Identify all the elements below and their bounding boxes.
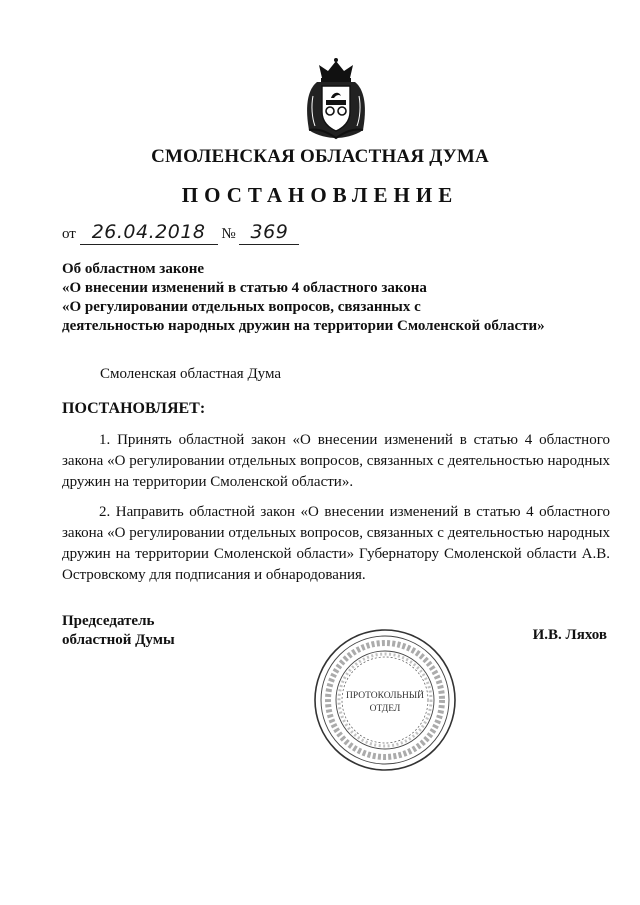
signer-position-line: областной Думы bbox=[62, 632, 175, 648]
official-seal-stamp bbox=[312, 627, 458, 773]
resolves-heading: ПОСТАНОВЛЯЕТ: bbox=[62, 400, 206, 417]
title-line: «О внесении изменений в статью 4 областного закона bbox=[62, 280, 427, 296]
title-line: Об областном законе bbox=[62, 261, 205, 277]
issuing-body-name: СМОЛЕНСКАЯ ОБЛАСТНАЯ ДУМА bbox=[151, 146, 489, 167]
signer-position-line: Председатель bbox=[62, 613, 155, 629]
title-line: «О регулировании отдельных вопросов, связанных с bbox=[62, 299, 421, 315]
seal-center-line: ПРОТОКОЛЬНЫЙ bbox=[345, 691, 425, 701]
number-field bbox=[239, 222, 299, 245]
number-prefix: № bbox=[221, 226, 236, 242]
resolution-title bbox=[62, 260, 622, 336]
date-number-line bbox=[62, 222, 299, 245]
resolution-paragraph: 1. Принять областной закон «О внесении изменений в статью 4 областного закона «О регулировании отдельных вопросов, связанных с деятельностью народных дружин на территории Смоленской области». bbox=[62, 432, 610, 490]
date-value: 26.04.2018 bbox=[91, 221, 206, 243]
date-prefix: от bbox=[62, 226, 76, 242]
number-value: 369 bbox=[250, 221, 289, 243]
title-line: деятельностью народных дружин на территории Смоленской области» bbox=[62, 318, 545, 334]
signer-name: И.В. Ляхов bbox=[532, 627, 607, 643]
coat-of-arms-icon bbox=[299, 56, 373, 140]
document-type: ПОСТАНОВЛЕНИЕ bbox=[181, 183, 459, 207]
signer-position bbox=[62, 612, 175, 650]
preamble: Смоленская областная Дума bbox=[100, 366, 282, 382]
date-field bbox=[80, 222, 218, 245]
resolution-paragraph: 2. Направить областной закон «О внесении изменений в статью 4 областного закона «О регулировании отдельных вопросов, связанных с деятельностью народных дружин на территории Смоленской области» Губернатору Смоленской области А.В. Островскому для подписания и обнародования. bbox=[62, 504, 610, 583]
seal-center-line: ОТДЕЛ bbox=[369, 704, 401, 714]
